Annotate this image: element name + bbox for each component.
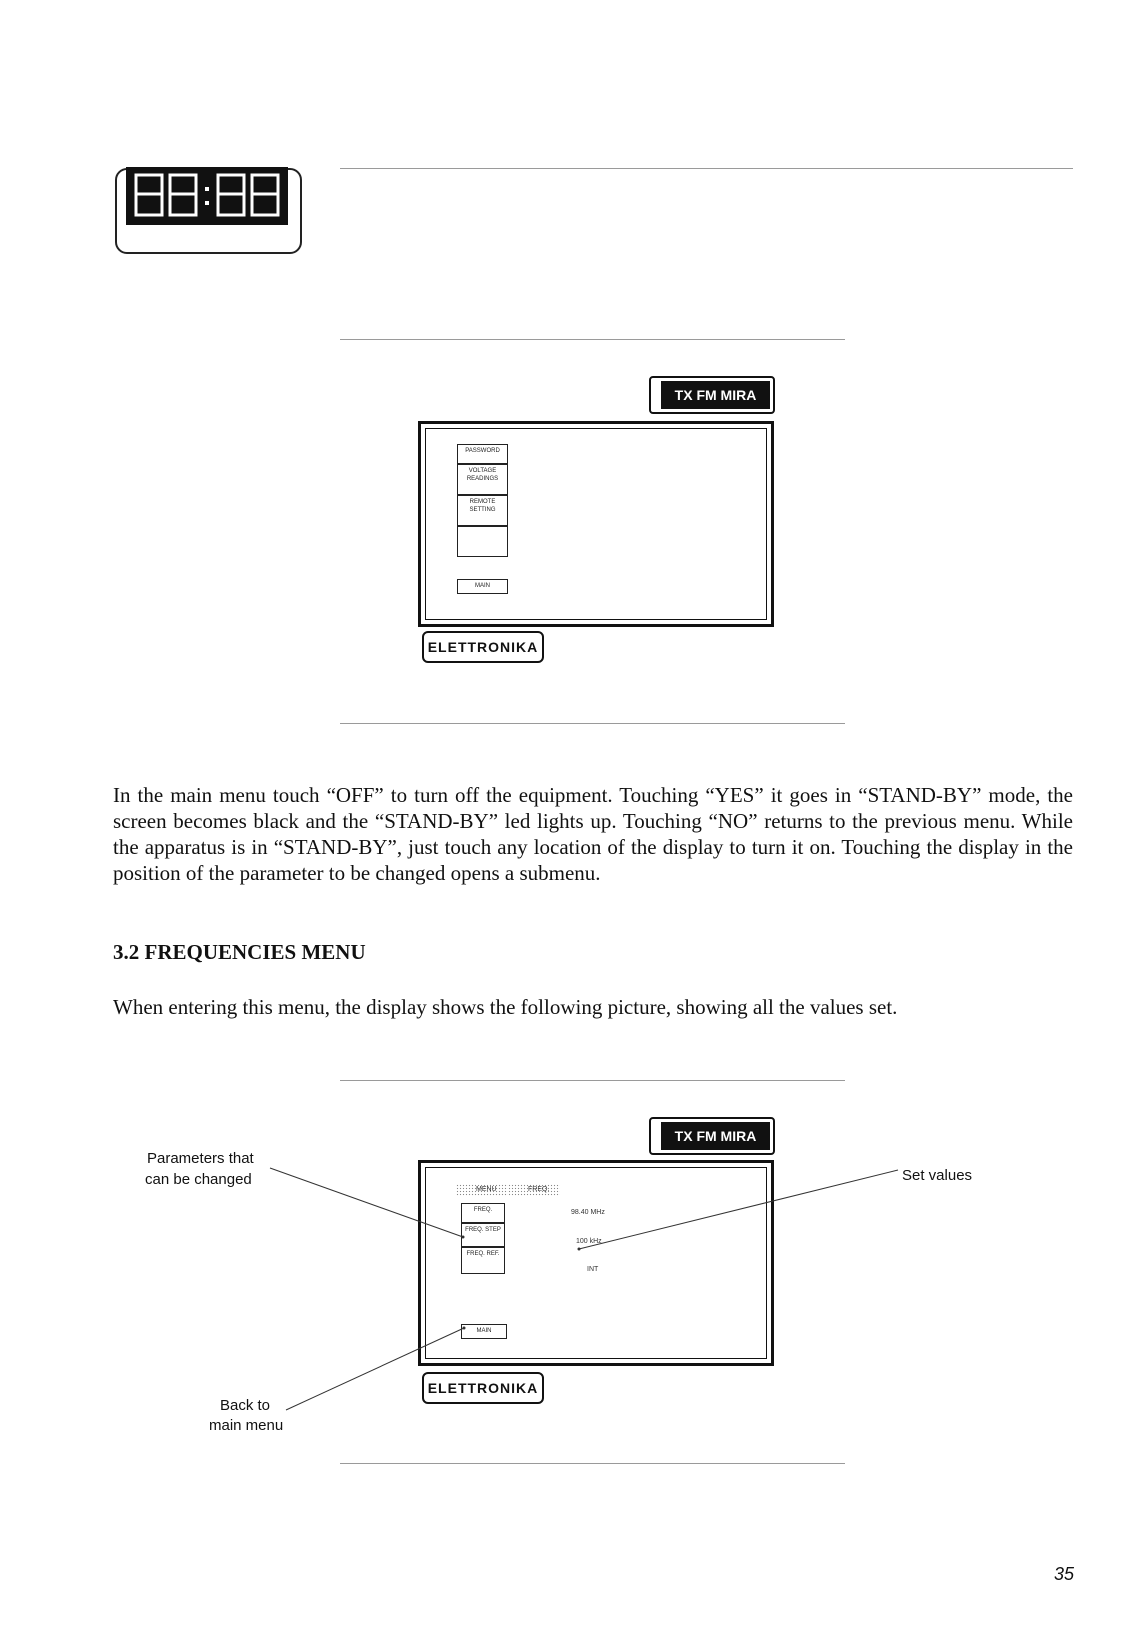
frequency-ref-value: INT [587,1266,599,1273]
frequency-value: 98.40 MHz [571,1209,605,1216]
callout-parameters-line2: can be changed [145,1171,252,1188]
voltage-readings-button[interactable]: VOLTAGE READINGS [457,464,508,495]
frequency-step-value: 100 kHz [576,1238,602,1245]
paragraph-intro: When entering this menu, the display shows the following picture, showing all the values set. [113,995,898,1019]
callout-set-values: Set values [902,1167,973,1184]
freq-button[interactable]: FREQ. [461,1203,505,1223]
figure2-bottom-rule [340,1463,845,1464]
figure1-model-label: TX FM MIRA [661,381,770,409]
menu-header-right: FREQ. [508,1184,560,1196]
elettronika-logo: ELETTRONIKA [422,631,544,663]
page-number: 35 [1053,1564,1074,1584]
paragraph-standby: In the main menu touch “OFF” to turn off the equipment. Touching “YES” it goes in “STAND-BY” mode, the screen becomes black and the “STAND-BY” led lights up. Touching “NO” returns to the previous menu. While the apparatus is in “STAND-BY”, just touch any location of the display to turn it on. Touching the display in the position of the parameter to be changed opens a submenu. [113,783,1073,885]
figure2-model-label: TX FM MIRA [661,1122,770,1150]
callout-parameters-line1: Parameters that [147,1150,254,1167]
elettronika-logo: ELETTRONIKA [422,1372,544,1404]
freq-ref-button[interactable]: FREQ. REF. [461,1247,505,1274]
main-button[interactable]: MAIN [457,579,508,594]
callout-back-line1: Back to [220,1397,271,1414]
password-button[interactable]: PASSWORD [457,444,508,464]
section-heading: 3.2 FREQUENCIES MENU [113,940,366,964]
remote-setting-button[interactable]: REMOTE SETTING [457,495,508,526]
main-button[interactable]: MAIN [461,1324,507,1339]
freq-step-button[interactable]: FREQ. STEP [461,1223,505,1247]
callout-back-line2: main menu [209,1417,284,1434]
menu-header-left: MENU [456,1184,508,1196]
